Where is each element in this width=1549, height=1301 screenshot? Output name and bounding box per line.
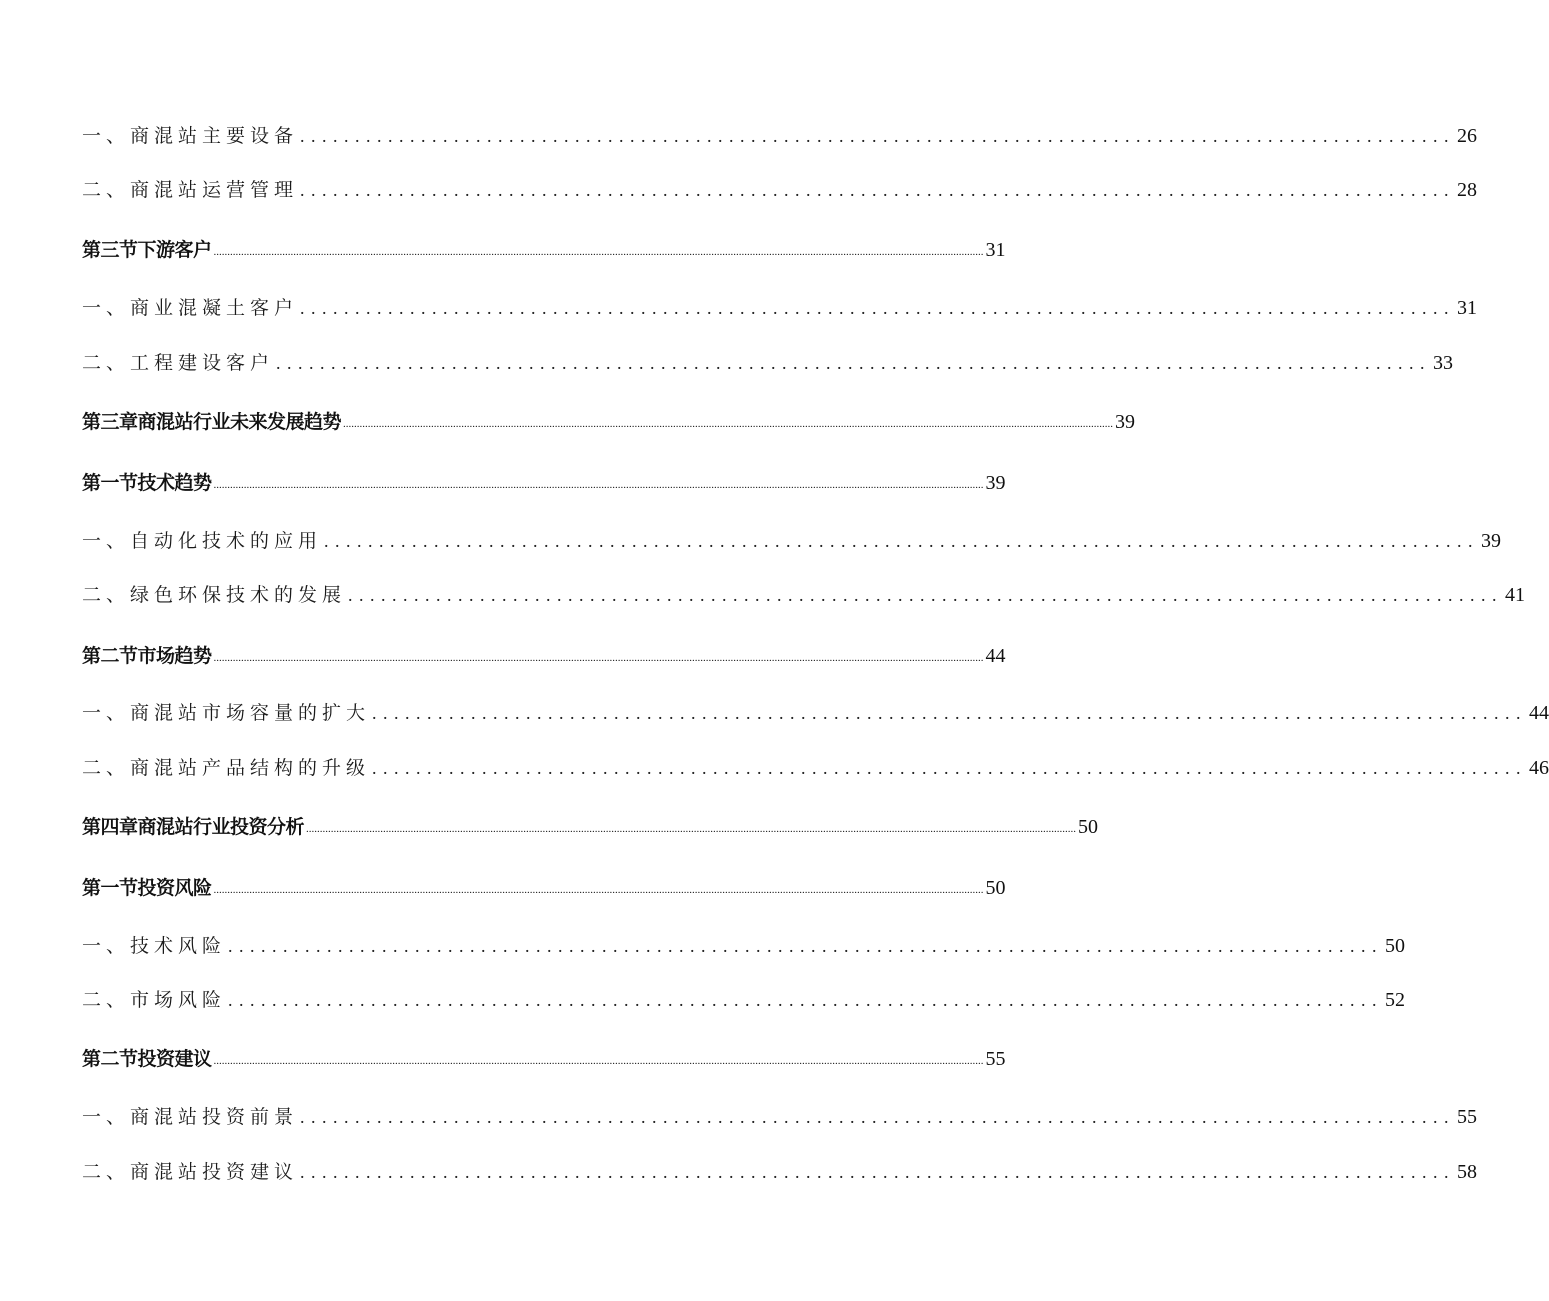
toc-entry[interactable] [82, 577, 1526, 607]
toc-dot-leader: ......................................................................................................... [276, 353, 1432, 373]
toc-page-number: 28 [1457, 179, 1478, 201]
toc-entry[interactable] [82, 1041, 1006, 1071]
toc-entry[interactable] [82, 809, 1099, 839]
toc-page-number: 39 [1481, 530, 1502, 552]
toc-page-number: 50 [985, 877, 1006, 899]
toc-entry-title: 二、市场风险 [82, 989, 227, 1011]
toc-entry[interactable] [82, 1099, 1478, 1129]
toc-entry-title: 二、工程建设客户 [82, 352, 275, 374]
toc-entry[interactable] [82, 750, 1549, 780]
toc-entry[interactable] [82, 1154, 1478, 1184]
toc-page-number: 46 [1529, 757, 1549, 779]
toc-entry-title: 第四章商混站行业投资分析 [82, 816, 305, 838]
toc-entry-title: 二、绿色环保技术的发展 [82, 584, 347, 606]
toc-entry-title: 一、商混站投资前景 [82, 1106, 299, 1128]
toc-page-number: 50 [1078, 816, 1099, 838]
toc-entry-title: 一、自动化技术的应用 [82, 530, 323, 552]
toc-dot-leader: ......................................................................................................... [324, 531, 1480, 551]
toc-entry-title: 第三章商混站行业未来发展趋势 [82, 411, 342, 433]
toc-dot-leader: ........................................................................................................................................................................................................................................................................................ [213, 246, 984, 258]
toc-page-number: 31 [985, 239, 1006, 261]
toc-page-number: 39 [1115, 411, 1136, 433]
toc-dot-leader: ........................................................................................................................................................................................................................................................................................ [213, 884, 984, 896]
toc-page-number: 26 [1457, 125, 1478, 147]
toc-dot-leader: ........................................................................................................................................................................................................................................................................................ [213, 652, 984, 664]
toc-entry[interactable] [82, 982, 1406, 1012]
toc-entry-title: 第二节投资建议 [82, 1048, 212, 1070]
toc-entry-title: 一、商混站主要设备 [82, 125, 299, 147]
toc-page-number: 55 [985, 1048, 1006, 1070]
toc-dot-leader: ......................................................................................................... [300, 298, 1456, 318]
toc-dot-leader: ........................................................................................................................................................................................................................................................................................ [213, 479, 984, 491]
toc-dot-leader: ......................................................................................................... [300, 180, 1456, 200]
toc-dot-leader: ........................................................................................................................................................................................................................................................................................ [306, 823, 1077, 835]
table-of-contents [82, 0, 1549, 1301]
toc-dot-leader: ......................................................................................................... [372, 758, 1528, 778]
toc-entry-title: 二、商混站产品结构的升级 [82, 757, 371, 779]
toc-entry[interactable] [82, 404, 1136, 434]
toc-entry-title: 第一节技术趋势 [82, 472, 212, 494]
toc-page-number: 33 [1433, 352, 1454, 374]
toc-dot-leader: ......................................................................................................... [372, 703, 1528, 723]
toc-page-number: 44 [1529, 702, 1549, 724]
toc-page-number: 55 [1457, 1106, 1478, 1128]
toc-entry-title: 第一节投资风险 [82, 877, 212, 899]
toc-dot-leader: ......................................................................................................... [228, 936, 1384, 956]
toc-dot-leader: ........................................................................................................................................................................................................................................................................................ [343, 418, 1114, 430]
toc-entry-title: 二、商混站运营管理 [82, 179, 299, 201]
toc-entry-title: 一、技术风险 [82, 935, 227, 957]
toc-entry[interactable] [82, 638, 1006, 668]
toc-entry[interactable] [82, 118, 1478, 148]
toc-dot-leader: ......................................................................................................... [348, 585, 1504, 605]
toc-entry-title: 一、商业混凝土客户 [82, 297, 299, 319]
toc-page-number: 39 [985, 472, 1006, 494]
toc-entry[interactable] [82, 870, 1006, 900]
toc-entry[interactable] [82, 290, 1478, 320]
toc-entry-title: 第二节市场趋势 [82, 645, 212, 667]
toc-page-number: 31 [1457, 297, 1478, 319]
toc-entry[interactable] [82, 928, 1406, 958]
toc-entry[interactable] [82, 695, 1549, 725]
toc-entry[interactable] [82, 345, 1454, 375]
toc-entry-title: 二、商混站投资建议 [82, 1161, 299, 1183]
toc-entry-title: 一、商混站市场容量的扩大 [82, 702, 371, 724]
toc-entry[interactable] [82, 465, 1006, 495]
toc-page-number: 50 [1385, 935, 1406, 957]
toc-dot-leader: ......................................................................................................... [300, 1162, 1456, 1182]
toc-page-number: 41 [1505, 584, 1526, 606]
toc-entry[interactable] [82, 523, 1502, 553]
toc-dot-leader: ......................................................................................................... [300, 126, 1456, 146]
toc-dot-leader: ......................................................................................................... [300, 1107, 1456, 1127]
toc-entry[interactable] [82, 172, 1478, 202]
toc-page-number: 58 [1457, 1161, 1478, 1183]
toc-entry[interactable] [82, 232, 1006, 262]
toc-page-number: 52 [1385, 989, 1406, 1011]
toc-entry-title: 第三节下游客户 [82, 239, 212, 261]
toc-dot-leader: ........................................................................................................................................................................................................................................................................................ [213, 1055, 984, 1067]
toc-dot-leader: ......................................................................................................... [228, 990, 1384, 1010]
toc-page-number: 44 [985, 645, 1006, 667]
